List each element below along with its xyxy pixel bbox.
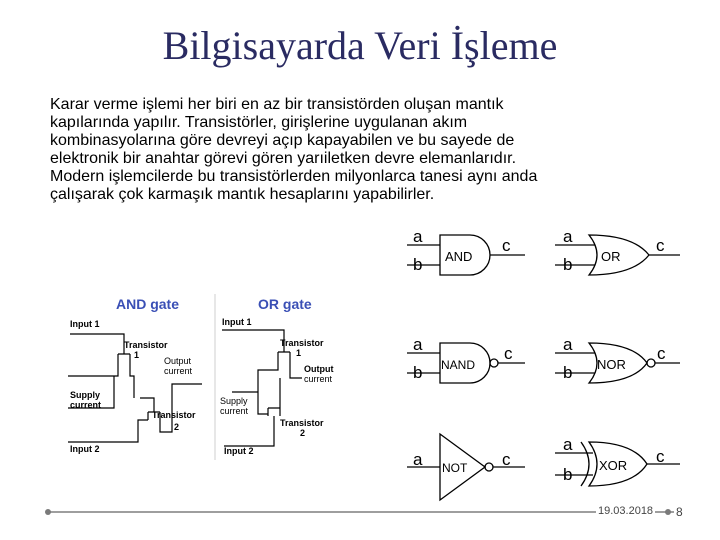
or-input-b: b bbox=[563, 255, 573, 274]
or-output-label2: current bbox=[304, 374, 333, 384]
or-gate-label: OR bbox=[601, 249, 621, 264]
and-transistor1-num: 1 bbox=[134, 350, 140, 360]
nor-gate-label: NOR bbox=[597, 357, 626, 372]
not-output-c: c bbox=[502, 450, 511, 469]
or-input2-label: Input 2 bbox=[224, 446, 254, 456]
page-number: 8 bbox=[676, 505, 683, 519]
or-transistor1-num: 1 bbox=[296, 348, 302, 358]
transistor-gates-svg bbox=[58, 292, 358, 462]
and-gate-title: AND gate bbox=[116, 296, 180, 312]
and-output-label: Output bbox=[164, 356, 192, 366]
transistor-gates-diagram bbox=[58, 292, 358, 462]
footer-right-dot bbox=[665, 509, 671, 515]
nor-input-a: a bbox=[563, 335, 573, 354]
footer-date: 19.03.2018 bbox=[598, 505, 654, 517]
body-line: elektronik bir anahtar görevi gören yarıiletken devre elemanlarıdır. bbox=[50, 150, 517, 167]
and-output-label2: current bbox=[164, 366, 193, 376]
not-gate-label: NOT bbox=[442, 461, 468, 475]
body-paragraph bbox=[50, 96, 620, 204]
body-line: kapılarında yapılır. Transistörler, girişlerine uygulanan akım bbox=[50, 114, 468, 131]
and-input-a: a bbox=[413, 227, 423, 246]
or-input1-label: Input 1 bbox=[222, 317, 252, 327]
and-supply-label: Supply bbox=[70, 390, 101, 400]
nand-input-b: b bbox=[413, 363, 423, 382]
xor-gate-label: XOR bbox=[599, 458, 628, 473]
body-line: Modern işlemcilerde bu transistörlerden milyonlarca tanesi aynı anda bbox=[50, 168, 538, 185]
or-output-label: Output bbox=[304, 364, 334, 374]
nor-input-b: b bbox=[563, 363, 573, 382]
and-transistor2-label: Transistor bbox=[152, 410, 196, 420]
footer-left-dot bbox=[45, 509, 51, 515]
not-gate-symbol bbox=[407, 434, 525, 500]
not-input-a: a bbox=[413, 450, 423, 469]
or-transistor1-label: Transistor bbox=[280, 338, 324, 348]
nand-gate-symbol bbox=[407, 335, 525, 383]
or-output-c: c bbox=[656, 236, 665, 255]
logic-gates-svg bbox=[395, 212, 688, 515]
and-gate-symbol bbox=[407, 227, 525, 275]
footer-divider bbox=[48, 511, 678, 513]
body-line: çalışarak çok karmaşık mantık hesaplarını yapabilirler. bbox=[50, 186, 435, 203]
nor-gate-symbol bbox=[555, 335, 680, 383]
xor-gate-symbol bbox=[555, 435, 680, 486]
and-supply-label2: current bbox=[70, 400, 102, 410]
and-gate-label: AND bbox=[445, 249, 473, 264]
or-transistor2-num: 2 bbox=[300, 428, 306, 438]
logic-gates-panel bbox=[395, 212, 688, 515]
nand-output-c: c bbox=[504, 344, 513, 363]
nand-gate-label: NAND bbox=[441, 358, 476, 372]
and-transistor1-label: Transistor bbox=[124, 340, 168, 350]
nand-input-a: a bbox=[413, 335, 423, 354]
or-supply-label: Supply bbox=[220, 396, 248, 406]
and-transistor2-num: 2 bbox=[174, 422, 180, 432]
or-supply-label2: current bbox=[220, 406, 249, 416]
nor-output-c: c bbox=[657, 344, 666, 363]
and-input2-label: Input 2 bbox=[70, 444, 100, 454]
xor-input-a: a bbox=[563, 435, 573, 454]
and-output-c: c bbox=[502, 236, 511, 255]
body-line: Karar verme işlemi her biri en az bir transistörden oluşan mantık bbox=[50, 96, 504, 113]
and-input1-label: Input 1 bbox=[70, 319, 100, 329]
xor-input-b: b bbox=[563, 465, 573, 484]
body-line: kombinasyolarına göre devreyi açıp kapayabilen ve bu sayede de bbox=[50, 132, 515, 149]
or-transistor2-label: Transistor bbox=[280, 418, 324, 428]
or-gate-title: OR gate bbox=[258, 296, 312, 312]
or-input-a: a bbox=[563, 227, 573, 246]
xor-output-c: c bbox=[656, 447, 665, 466]
slide-title: Bilgisayarda Veri İşleme bbox=[162, 23, 558, 68]
and-input-b: b bbox=[413, 255, 423, 274]
or-gate-symbol bbox=[555, 227, 680, 275]
